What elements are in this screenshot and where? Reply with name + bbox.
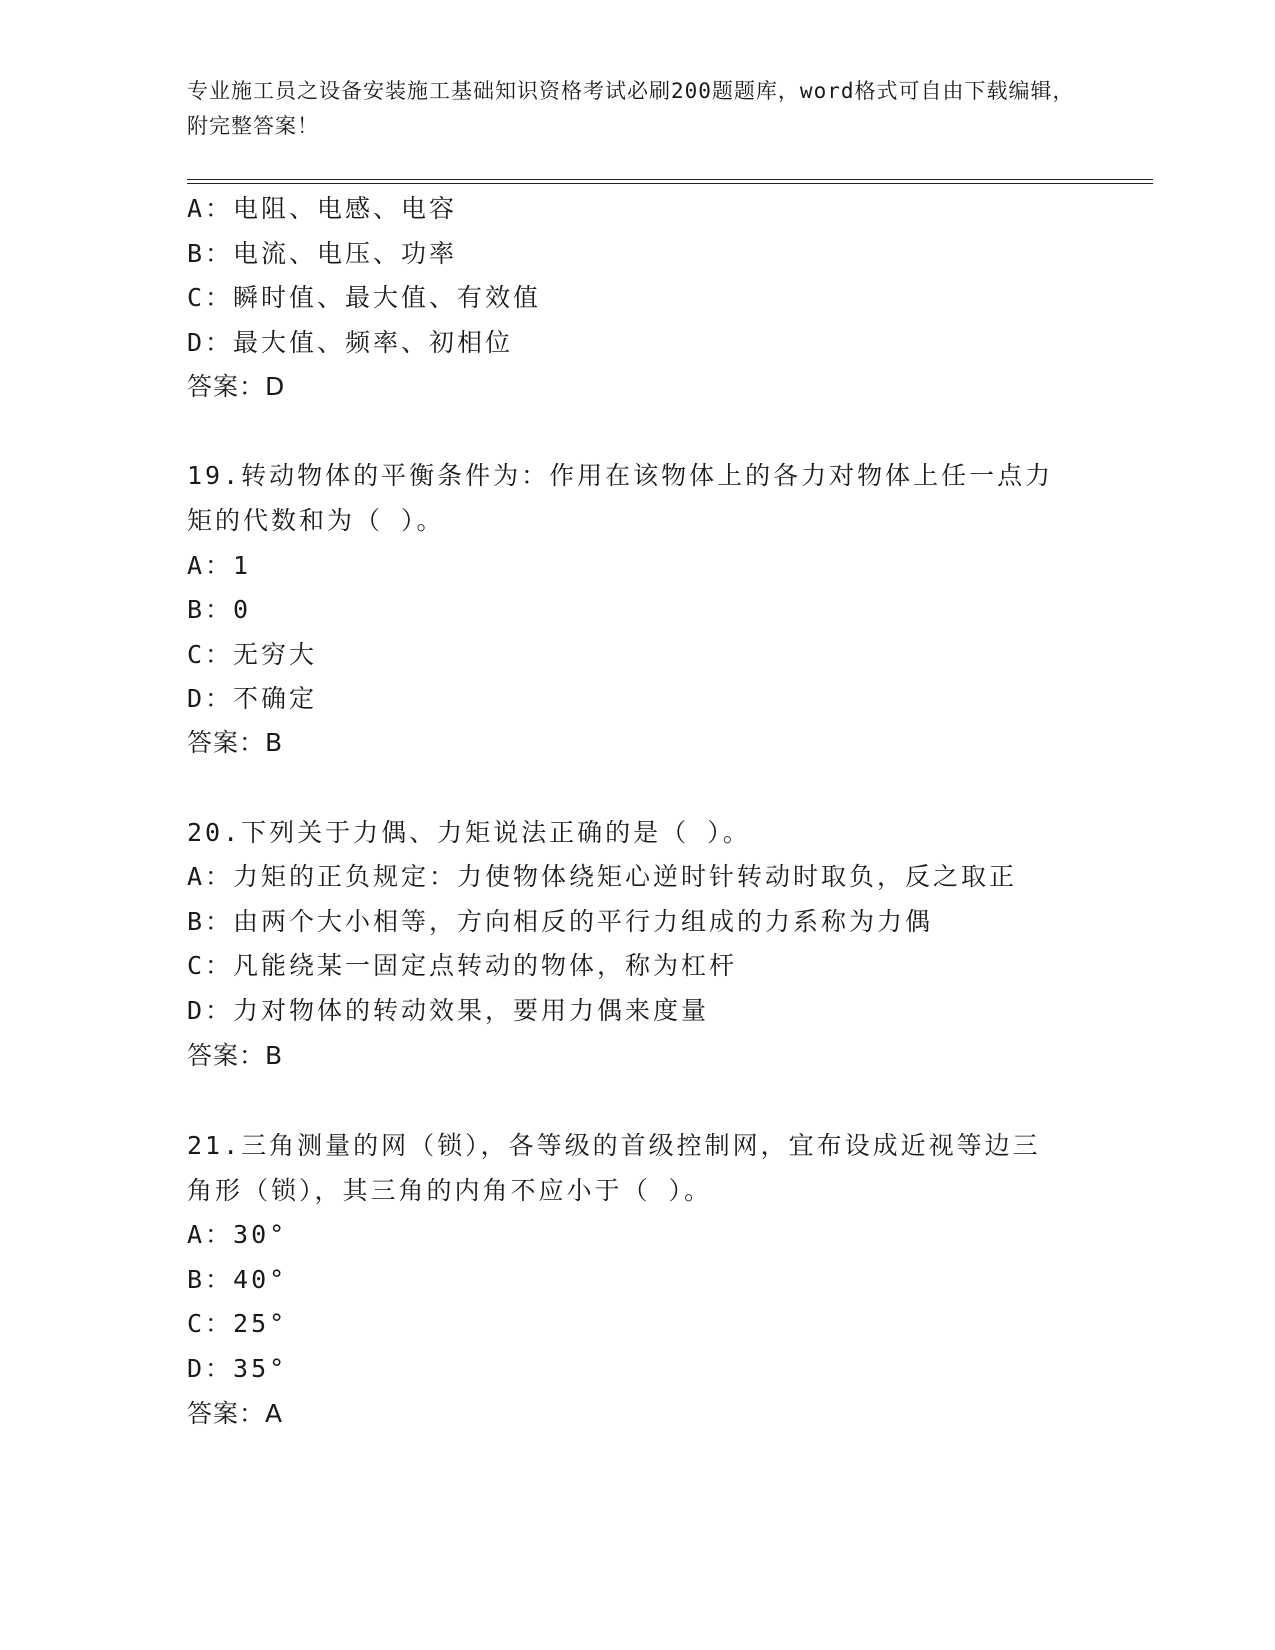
question-19-stem-line-2: 矩的代数和为（ ）。 [187,506,445,535]
question-19-option-d: D：不确定 [187,684,318,713]
question-20-stem-line-1: 20.下列关于力偶、力矩说法正确的是（ ）。 [187,818,751,847]
question-21-option-a: A：30° [187,1220,288,1249]
prev-answer: 答案：D [187,372,286,401]
question-21-option-b: B：40° [187,1265,288,1294]
prev-option-d: D：最大值、频率、初相位 [187,328,514,357]
prev-option-b: B：电流、电压、功率 [187,239,458,268]
question-21-stem-line-1: 21.三角测量的网（锁），各等级的首级控制网，宜布设成近视等边三 [187,1131,1041,1160]
question-19-answer: 答案：B [187,728,284,757]
question-21-answer: 答案：A [187,1399,284,1428]
question-19-option-a: A：1 [187,551,252,580]
question-20-option-c: C：凡能绕某一固定点转动的物体，称为杠杆 [187,951,738,980]
question-21-option-c: C：25° [187,1309,288,1338]
prev-option-a: A：电阻、电感、电容 [187,194,458,223]
question-20-answer: 答案：B [187,1041,284,1070]
question-20-option-b: B：由两个大小相等，方向相反的平行力组成的力系称为力偶 [187,907,934,936]
document-header: 专业施工员之设备安装施工基础知识资格考试必刷200题题库，word格式可自由下载编辑，附完整答案！ [187,79,1075,138]
header-divider [187,179,1153,180]
question-20-option-a: A：力矩的正负规定：力使物体绕矩心逆时针转动时取负，反之取正 [187,862,1018,891]
question-21-option-d: D：35° [187,1354,288,1383]
question-19-option-b: B：0 [187,595,252,624]
question-20-option-d: D：力对物体的转动效果，要用力偶来度量 [187,996,710,1025]
prev-option-c: C：瞬时值、最大值、有效值 [187,283,542,312]
header-divider-second [187,183,1153,184]
question-19-stem-line-1: 19.转动物体的平衡条件为：作用在该物体上的各力对物体上任一点力 [187,461,1054,490]
question-21-stem-line-2: 角形（锁），其三角的内角不应小于（ ）。 [187,1176,713,1205]
question-19-option-c: C：无穷大 [187,640,318,669]
